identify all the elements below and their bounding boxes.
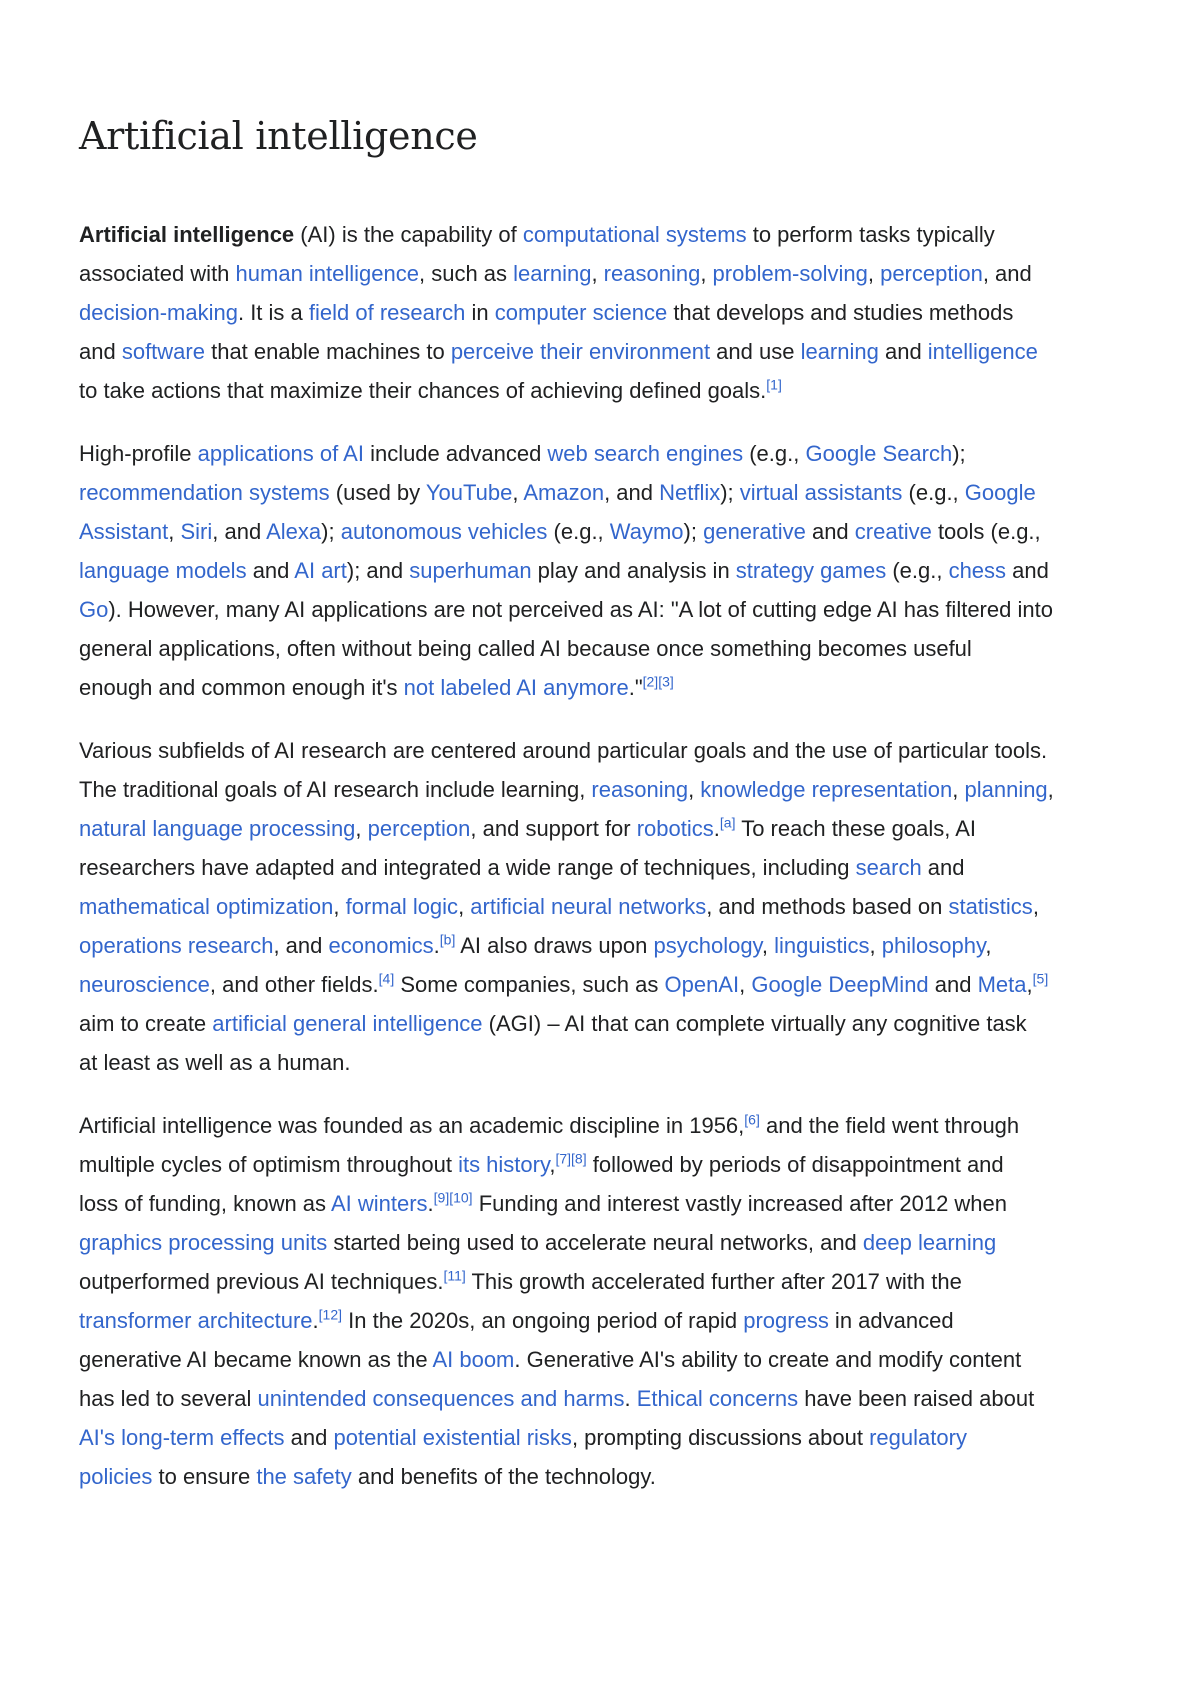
text-segment: , <box>512 480 524 505</box>
text-segment: , <box>1032 894 1039 919</box>
citation-ref[interactable]: [a] <box>719 814 736 831</box>
text-segment: and <box>878 339 928 364</box>
wiki-link[interactable]: decision-making <box>79 300 238 325</box>
bold-term: Artificial intelligence <box>79 222 295 247</box>
text-segment: followed by periods of disappointment and <box>586 1152 1004 1177</box>
text-segment: . <box>427 1191 434 1216</box>
text-segment: . <box>624 1386 637 1411</box>
text-segment: , <box>700 261 713 286</box>
citation-ref[interactable]: [7][8] <box>555 1150 587 1167</box>
wiki-link[interactable]: knowledge representation <box>700 777 953 802</box>
wiki-link[interactable]: learning <box>513 261 592 286</box>
paragraph <box>79 1106 1139 1496</box>
text-line <box>79 629 1139 668</box>
text-segment: , prompting discussions about <box>571 1425 870 1450</box>
text-segment: Some companies, such as <box>394 972 665 997</box>
wiki-link[interactable]: its history <box>458 1152 550 1177</box>
text-segment: ); <box>952 441 966 466</box>
wiki-link[interactable]: philosophy <box>881 933 986 958</box>
text-segment: include advanced <box>363 441 548 466</box>
text-segment: to take actions that maximize their chances of achieving defined goals. <box>79 378 767 403</box>
wiki-link[interactable]: strategy games <box>735 558 887 583</box>
text-segment: (e.g., <box>886 558 949 583</box>
text-segment: in <box>465 300 495 325</box>
wiki-link[interactable]: software <box>121 339 205 364</box>
wiki-link[interactable]: Netflix <box>659 480 721 505</box>
wiki-link[interactable]: computer science <box>494 300 668 325</box>
wiki-link[interactable]: perception <box>880 261 983 286</box>
text-segment: (used by <box>329 480 426 505</box>
wiki-link[interactable]: transformer architecture <box>79 1308 313 1333</box>
text-segment: , <box>168 519 181 544</box>
wiki-link[interactable]: virtual assistants <box>739 480 903 505</box>
text-line <box>79 473 1139 512</box>
text-segment: , <box>867 261 881 286</box>
text-segment: have been raised about <box>798 1386 1035 1411</box>
wiki-link[interactable]: AI winters <box>330 1191 428 1216</box>
text-line <box>79 1106 1139 1145</box>
text-segment: , <box>591 261 604 286</box>
text-segment: to ensure <box>152 1464 257 1489</box>
text-segment: , <box>869 933 882 958</box>
text-line <box>79 1379 1139 1418</box>
text-segment: in advanced <box>828 1308 954 1333</box>
text-segment: has led to several <box>79 1386 258 1411</box>
wiki-link[interactable]: Google <box>964 480 1036 505</box>
text-segment: (e.g., <box>547 519 610 544</box>
citation-ref[interactable]: [1] <box>766 376 782 393</box>
text-segment: play and analysis in <box>531 558 736 583</box>
wiki-link[interactable]: policies <box>79 1464 153 1489</box>
text-segment: generative AI became known as the <box>79 1347 433 1372</box>
text-segment: and benefits of the technology. <box>351 1464 656 1489</box>
text-segment: , and <box>273 933 329 958</box>
text-line <box>79 1223 1139 1262</box>
wiki-link[interactable]: deep learning <box>862 1230 997 1255</box>
text-line <box>79 1457 1139 1496</box>
wiki-link[interactable]: Amazon <box>523 480 605 505</box>
wiki-link[interactable]: operations research <box>79 933 274 958</box>
text-line <box>79 1004 1139 1043</box>
wiki-link[interactable]: chess <box>948 558 1007 583</box>
text-segment: . It is a <box>237 300 309 325</box>
text-segment: outperformed previous AI techniques. <box>79 1269 444 1294</box>
citation-ref[interactable]: [b] <box>439 931 456 948</box>
text-line <box>79 293 1139 332</box>
text-segment: , and other fields. <box>209 972 379 997</box>
text-segment: , <box>333 894 346 919</box>
wiki-link[interactable]: perceive their environment <box>450 339 711 364</box>
text-segment: , <box>985 933 992 958</box>
wiki-link[interactable]: recommendation systems <box>79 480 330 505</box>
text-segment: , and <box>212 519 267 544</box>
text-segment: ); <box>720 480 740 505</box>
wiki-link[interactable]: economics <box>328 933 434 958</box>
wiki-link[interactable]: learning <box>800 339 879 364</box>
wiki-link[interactable]: progress <box>743 1308 829 1333</box>
text-segment: . <box>713 816 720 841</box>
text-line <box>79 1418 1139 1457</box>
wiki-link[interactable]: generative <box>703 519 806 544</box>
text-segment: general applications, often without being called AI because once something becomes useful <box>79 636 972 661</box>
text-line <box>79 590 1139 629</box>
text-segment: , <box>1047 777 1054 802</box>
text-segment: (AI) is the capability of <box>294 222 523 247</box>
text-segment: loss of funding, known as <box>79 1191 331 1216</box>
text-line <box>79 551 1139 590</box>
wiki-link[interactable]: robotics <box>636 816 714 841</box>
text-segment: , such as <box>419 261 514 286</box>
text-segment: tools (e.g., <box>931 519 1041 544</box>
text-segment: and the field went through <box>759 1113 1020 1138</box>
text-line <box>79 1184 1139 1223</box>
text-segment: ); and <box>346 558 410 583</box>
wiki-link[interactable]: regulatory <box>869 1425 967 1450</box>
text-line <box>79 1262 1139 1301</box>
citation-ref[interactable]: [5] <box>1032 970 1049 987</box>
text-segment: This growth accelerated further after 2017 with the <box>465 1269 962 1294</box>
text-segment: Various subfields of AI research are centered around particular goals and the use of particular tools. <box>79 738 1048 763</box>
paragraph <box>79 215 1139 410</box>
wiki-link[interactable]: psychology <box>653 933 762 958</box>
text-segment: researchers have adapted and integrated a wide range of techniques, including <box>79 855 856 880</box>
text-segment: , <box>761 933 775 958</box>
text-segment: , <box>1026 972 1033 997</box>
wiki-link[interactable]: Google Search <box>805 441 953 466</box>
text-segment: In the 2020s, an ongoing period of rapid <box>342 1308 744 1333</box>
text-line <box>79 1340 1139 1379</box>
text-segment: , <box>549 1152 556 1177</box>
wiki-link[interactable]: natural language processing <box>79 816 356 841</box>
text-segment: The traditional goals of AI research include learning, <box>79 777 592 802</box>
text-segment: (e.g., <box>743 441 806 466</box>
citation-ref[interactable]: [9][10] <box>433 1189 473 1206</box>
wiki-link[interactable]: Assistant <box>79 519 169 544</box>
text-line <box>79 1145 1139 1184</box>
wiki-link[interactable]: intelligence <box>927 339 1038 364</box>
text-line <box>79 668 1139 707</box>
text-line <box>79 809 1139 848</box>
text-line <box>79 434 1139 473</box>
wiki-link[interactable]: search <box>855 855 922 880</box>
wiki-link[interactable]: artificial neural networks <box>470 894 707 919</box>
text-segment: and <box>284 1425 334 1450</box>
wiki-link[interactable]: applications of AI <box>197 441 364 466</box>
text-segment: Artificial intelligence was founded as an academic discipline in 1956, <box>79 1113 745 1138</box>
text-line <box>79 887 1139 926</box>
page-title: Artificial intelligence <box>79 114 478 158</box>
wiki-link[interactable]: neuroscience <box>79 972 210 997</box>
text-segment: ); <box>321 519 341 544</box>
text-line <box>79 770 1139 809</box>
text-segment: that develops and studies methods <box>667 300 1014 325</box>
citation-ref[interactable]: [2][3] <box>642 673 674 690</box>
text-segment: , and <box>982 261 1032 286</box>
text-segment: High-profile <box>79 441 198 466</box>
text-segment: multiple cycles of optimism throughout <box>79 1152 459 1177</box>
text-segment: and <box>1006 558 1049 583</box>
text-segment: and <box>928 972 978 997</box>
wiki-link[interactable]: not labeled AI anymore <box>403 675 629 700</box>
text-segment: (AGI) – AI that can complete virtually any cognitive task <box>482 1011 1027 1036</box>
text-segment: , <box>355 816 368 841</box>
wiki-link[interactable]: YouTube <box>425 480 513 505</box>
text-segment: enough and common enough it's <box>79 675 404 700</box>
wiki-link[interactable]: formal logic <box>345 894 459 919</box>
wiki-link[interactable]: mathematical optimization <box>79 894 334 919</box>
citation-ref[interactable]: [11] <box>443 1267 466 1284</box>
text-segment: and <box>921 855 965 880</box>
text-line <box>79 1043 1139 1082</box>
text-segment: To reach these goals, AI <box>735 816 977 841</box>
wiki-link[interactable]: Waymo <box>609 519 684 544</box>
citation-ref[interactable]: [12] <box>318 1306 343 1323</box>
wiki-link[interactable]: potential existential risks <box>333 1425 572 1450</box>
wiki-link[interactable]: AI's long-term effects <box>79 1425 285 1450</box>
paragraph <box>79 731 1139 1082</box>
wiki-link[interactable]: field of research <box>308 300 466 325</box>
wiki-link[interactable]: Alexa <box>266 519 322 544</box>
text-line <box>79 731 1139 770</box>
article-body <box>79 215 1139 1520</box>
text-segment: , <box>458 894 471 919</box>
text-segment: , <box>739 972 752 997</box>
text-segment: ). However, many AI applications are not perceived as AI: "A lot of cutting edge AI has filtered into <box>108 597 1053 622</box>
text-segment: AI also draws upon <box>455 933 654 958</box>
text-segment: , <box>688 777 701 802</box>
text-segment: , and <box>604 480 660 505</box>
wiki-link[interactable]: reasoning <box>603 261 701 286</box>
wiki-link[interactable]: computational systems <box>522 222 747 247</box>
text-line <box>79 1301 1139 1340</box>
wiki-link[interactable]: language models <box>79 558 247 583</box>
wiki-link[interactable]: superhuman <box>409 558 532 583</box>
wiki-link[interactable]: Google DeepMind <box>751 972 929 997</box>
wiki-link[interactable]: AI boom <box>432 1347 515 1372</box>
text-segment: associated with <box>79 261 236 286</box>
wiki-link[interactable]: Siri <box>180 519 213 544</box>
wiki-link[interactable]: creative <box>854 519 932 544</box>
text-segment: . <box>312 1308 319 1333</box>
text-segment: to perform tasks typically <box>746 222 995 247</box>
text-line <box>79 512 1139 551</box>
text-segment: , and methods based on <box>706 894 949 919</box>
wiki-link[interactable]: Ethical concerns <box>636 1386 799 1411</box>
text-segment: and <box>79 339 122 364</box>
text-segment: aim to create <box>79 1011 213 1036</box>
wiki-link[interactable]: linguistics <box>774 933 870 958</box>
wiki-link[interactable]: artificial general intelligence <box>212 1011 483 1036</box>
text-segment: ); <box>683 519 704 544</box>
text-line <box>79 332 1139 371</box>
text-segment: at least as well as a human. <box>79 1050 351 1075</box>
wiki-link[interactable]: statistics <box>948 894 1033 919</box>
wiki-link[interactable]: perception <box>367 816 471 841</box>
wiki-link[interactable]: autonomous vehicles <box>340 519 548 544</box>
wiki-link[interactable]: graphics processing units <box>79 1230 328 1255</box>
text-segment: and <box>805 519 855 544</box>
text-segment: Funding and interest vastly increased after 2012 when <box>472 1191 1008 1216</box>
text-line <box>79 215 1139 254</box>
text-segment: (e.g., <box>902 480 965 505</box>
citation-ref[interactable]: [6] <box>744 1111 760 1128</box>
text-segment: . Generative AI's ability to create and modify content <box>514 1347 1022 1372</box>
text-segment: that enable machines to <box>204 339 451 364</box>
text-line <box>79 848 1139 887</box>
wiki-link[interactable]: OpenAI <box>664 972 740 997</box>
text-segment: and use <box>710 339 801 364</box>
text-segment: . <box>433 933 440 958</box>
wiki-link[interactable]: unintended consequences and harms <box>257 1386 625 1411</box>
text-line <box>79 371 1139 410</box>
text-line <box>79 254 1139 293</box>
wiki-link[interactable]: AI art <box>294 558 347 583</box>
text-line <box>79 965 1139 1004</box>
wiki-link[interactable]: Meta <box>977 972 1027 997</box>
text-segment: and <box>246 558 295 583</box>
wiki-link[interactable]: human intelligence <box>235 261 419 286</box>
paragraph <box>79 434 1139 707</box>
text-line <box>79 926 1139 965</box>
wiki-link[interactable]: problem-solving <box>712 261 868 286</box>
wiki-link[interactable]: reasoning <box>591 777 689 802</box>
wiki-link[interactable]: the safety <box>256 1464 352 1489</box>
wiki-link[interactable]: web search engines <box>547 441 744 466</box>
text-segment: , and support for <box>470 816 637 841</box>
text-segment: started being used to accelerate neural networks, and <box>327 1230 863 1255</box>
text-segment: ." <box>628 675 643 700</box>
citation-ref[interactable]: [4] <box>378 970 395 987</box>
wiki-link[interactable]: Go <box>79 597 109 622</box>
text-segment: , <box>952 777 965 802</box>
wiki-link[interactable]: planning <box>964 777 1048 802</box>
